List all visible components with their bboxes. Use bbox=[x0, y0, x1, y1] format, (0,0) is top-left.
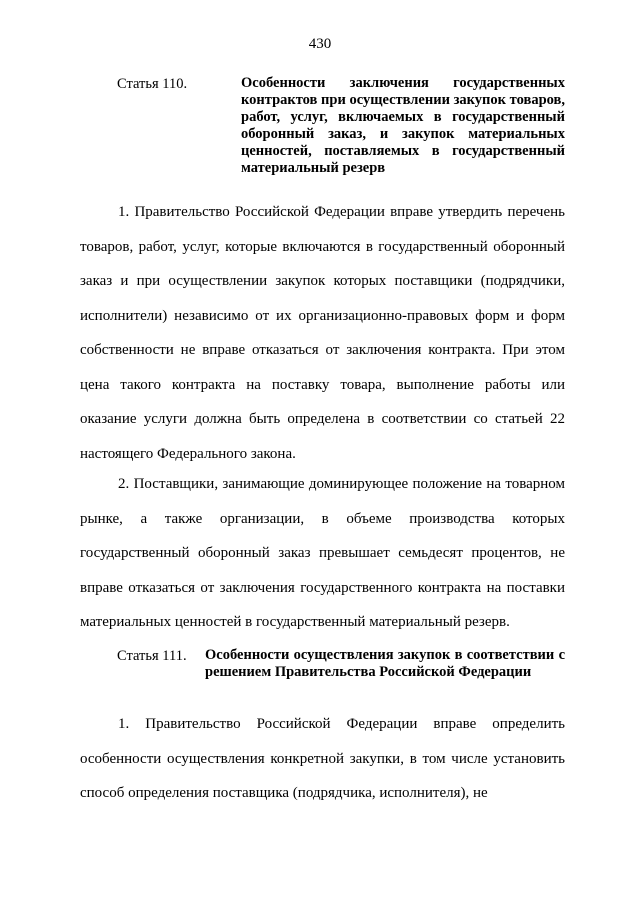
article-110-paragraph-2: 2. Поставщики, занимающие доминирующее положение на товарном рынке, а также организации, в объеме производства которых государственный оборонный заказ превышает семьдесят процентов, не вправе отказаться от заключения государственного контракта на поставки материальных ценностей в государственный материальный резерв. bbox=[80, 476, 565, 630]
article-111-heading bbox=[117, 647, 565, 681]
page-number: 430 bbox=[308, 36, 332, 52]
article-110-paragraph-1: 1. Правительство Российской Федерации вправе утвердить перечень товаров, работ, услуг, которые включаются в государственный оборонный заказ и при осуществлении закупок которых поставщики (подрядчики, исполнители) независимо от их организационно-правовых форм и форм собственности не вправе отказаться от заключения контракта. При этом цена такого контракта на поставку товара, выполнение работы или оказание услуги должна быть определена в соответствии со статьей 22 настоящего Федерального закона. bbox=[80, 204, 565, 462]
article-111-paragraph-1: 1. Правительство Российской Федерации вправе определить особенности осуществления конкретной закупки, в том числе установить способ определения поставщика (подрядчика, исполнителя), не bbox=[80, 716, 565, 801]
article-110-label: Статья 110. bbox=[117, 76, 188, 92]
article-111-title: Особенности осуществления закупок в соответствии с решением Правительства Российской Федерации bbox=[205, 647, 565, 680]
article-110-heading bbox=[117, 75, 565, 177]
article-111-label: Статья 111. bbox=[117, 648, 187, 664]
article-110-title: Особенности заключения государственных контрактов при осуществлении закупок товаров, работ, услуг, включаемых в государственный оборонный заказ, и закупок материальных ценностей, поставляемых в государственный материальный резерв bbox=[241, 75, 565, 176]
